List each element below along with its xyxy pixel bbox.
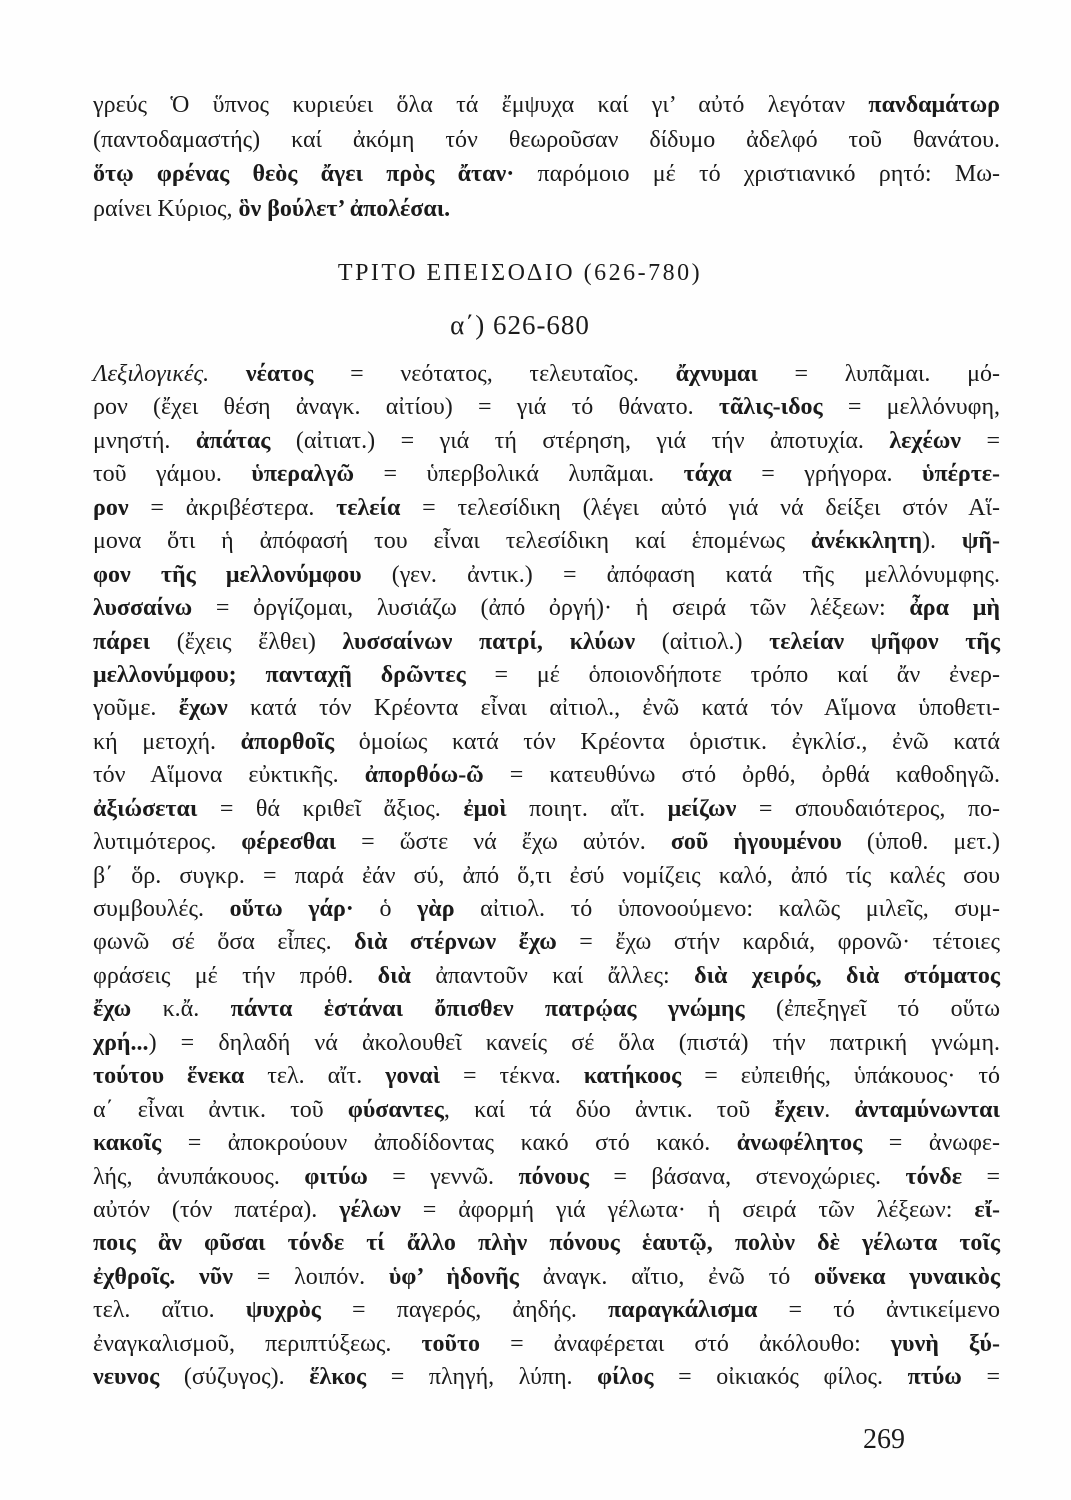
bold-term: ἔχειν xyxy=(774,1096,825,1123)
text-line xyxy=(93,759,1000,792)
text-line xyxy=(93,826,1000,859)
text-run: = ἔχω στήν καρδιά, φρονῶ· τέτοιες xyxy=(556,929,1001,956)
bold-term: γυνὴ ξύ- xyxy=(890,1330,1001,1357)
text-run: = πληγή, λύπη. xyxy=(366,1364,598,1391)
text-run: κ.ἄ. xyxy=(131,996,231,1023)
text-line xyxy=(93,1328,1000,1361)
text-line xyxy=(93,458,1000,491)
bold-term: χρή... xyxy=(93,1029,149,1056)
bold-term: γὰρ xyxy=(417,896,455,922)
bold-term: ὑφ’ ἡδονῆς xyxy=(388,1263,519,1290)
bold-term: φον τῆς μελλονύμφου xyxy=(93,561,362,588)
text-line xyxy=(93,1127,1000,1160)
text-run: . xyxy=(824,1096,855,1123)
bold-term: ἐμοὶ xyxy=(463,795,507,822)
bold-term: ὑπεραλγῶ xyxy=(251,461,355,488)
bold-term: νέατος xyxy=(245,361,314,387)
text-run: = xyxy=(961,427,1000,454)
text-run: συμβουλές. xyxy=(93,896,230,922)
text-run: τοῦ γάμου. xyxy=(93,461,252,488)
text-run: (σύζυγος). xyxy=(159,1364,310,1391)
text-line xyxy=(93,893,1000,926)
text-line xyxy=(93,659,1000,692)
italic-label: Λεξιλογικές. xyxy=(93,361,210,387)
bold-term: τελεία xyxy=(336,494,401,521)
text-run: ραίνει Κύριος, xyxy=(93,196,239,223)
text-run: = ἀφορμή γιά γέλωτα· ἡ σειρά τῶν λέξεων: xyxy=(400,1196,975,1223)
text-line xyxy=(93,157,1000,192)
bold-term: διὰ xyxy=(377,962,411,989)
bold-term: τούτου ἕνεκα xyxy=(93,1063,245,1090)
text-run: = xyxy=(962,1163,1000,1190)
text-line xyxy=(93,1161,1000,1194)
text-run: = σπουδαιότερος, πο- xyxy=(736,795,1001,822)
text-line xyxy=(93,492,1000,525)
bold-term: εἴ- xyxy=(974,1196,1000,1223)
text-run: κή μετοχή. xyxy=(93,728,241,755)
text-run: ἀναγκ. αἴτιο, ἐνῶ τό xyxy=(518,1263,815,1290)
text-line xyxy=(93,1361,1000,1394)
bold-term: ψυχρὸς xyxy=(245,1297,321,1324)
text-line xyxy=(93,1027,1000,1060)
text-run: α΄ εἶναι ἀντικ. τοῦ xyxy=(93,1096,348,1123)
bold-term: τελείαν ψῆφον τῆς xyxy=(769,628,1001,655)
text-line xyxy=(93,192,1000,227)
text-run: β΄ ὅρ. συγκρ. = παρά ἐάν σύ, ἀπό ὅ,τι ἐσύ νομίζεις καλό, ἀπό τίς καλές σου xyxy=(93,862,1000,889)
text-run: λυτιμότερος. xyxy=(93,829,242,856)
text-run: (αἰτιολ.) xyxy=(635,628,770,655)
bold-term: ψῆ- xyxy=(961,528,1000,555)
text-run: τελ. αἴτ. xyxy=(244,1063,386,1090)
text-run: ὁ xyxy=(353,896,418,922)
bold-term: ὑπέρτε- xyxy=(922,461,1001,488)
text-run: , καί τά δύο ἀντικ. τοῦ xyxy=(443,1096,775,1123)
text-line xyxy=(93,960,1000,993)
bold-term: ἔχω xyxy=(93,996,132,1023)
bold-term: τόνδε xyxy=(905,1163,962,1190)
text-line xyxy=(93,1060,1000,1093)
text-run: μονα ὅτι ἡ ἀπόφασή του εἶναι τελεσίδικη καί ἑπομένως xyxy=(93,528,811,555)
text-run: = εὐπειθής, ὑπάκουος· τό xyxy=(681,1063,1000,1090)
bold-term: ἀπορθοῖς xyxy=(240,728,335,755)
bold-term: ρον xyxy=(93,494,129,521)
text-run: = παγερός, ἀηδής. xyxy=(320,1297,609,1324)
text-run: = ὀργίζομαι, λυσιάζω (ἀπό ὀργή)· ἡ σειρά τῶν λέξεων: xyxy=(192,595,910,622)
text-line xyxy=(93,692,1000,725)
bold-term: πανδαμάτωρ xyxy=(868,92,1000,118)
bold-term: ὃν βούλετ’ ἀπολέσαι. xyxy=(238,196,451,223)
text-run: = xyxy=(961,1364,1000,1391)
bold-term: οὕνεκα γυναικὸς xyxy=(814,1263,1000,1290)
bold-term: λυσσαίνω xyxy=(93,595,193,622)
bold-term: τᾶλις-ιδος xyxy=(718,394,823,421)
bold-term: τάχα xyxy=(683,461,732,488)
text-line xyxy=(93,1194,1000,1227)
text-run: ποιητ. αἴτ. xyxy=(506,795,668,822)
bold-term: φιτύω xyxy=(304,1163,368,1190)
text-run xyxy=(209,361,246,387)
text-run: ρον (ἔχει θέση ἀναγκ. αἰτίου) = γιά τό θάνατο. xyxy=(93,394,719,421)
bold-term: διὰ στέρνων ἔχω xyxy=(354,929,557,956)
bold-term: γοναὶ xyxy=(385,1063,441,1090)
text-line xyxy=(93,860,1000,893)
bold-term: ἄχνυμαι xyxy=(675,361,758,387)
bold-term: ἀνωφέλητος xyxy=(736,1130,863,1157)
text-run: (γεν. ἀντικ.) = ἀπόφαση κατά τῆς μελλόνυμφης. xyxy=(361,561,1001,588)
bold-term: ἀπορθόω-ῶ xyxy=(364,762,484,789)
text-run: = οἰκιακός φίλος. xyxy=(653,1364,908,1391)
bold-term: σοῦ ἡγουμένου xyxy=(670,829,842,856)
text-run: γοῦμε. xyxy=(93,695,179,722)
text-line xyxy=(93,1094,1000,1127)
text-run: λής, ἀνυπάκουος. xyxy=(93,1163,305,1190)
text-run: φωνῶ σέ ὅσα εἶπες. xyxy=(93,929,355,956)
section-heading: ΤΡΙΤΟ ΕΠΕΙΣΟΔΙΟ (626-780) xyxy=(337,260,703,286)
bold-term: ἀνέκκλητη xyxy=(810,528,922,555)
text-run: = ἀκριβέστερα. xyxy=(128,494,337,521)
bold-term: ἀπάτας xyxy=(195,427,271,454)
text-run: = κατευθύνω στό ὀρθό, ὀρθά καθοδηγῶ. xyxy=(483,762,1000,789)
bold-term: ποις ἂν φῦσαι τόνδε τί ἄλλο πλὴν πόνους ἑαυτῷ, πολὺν δὲ γέλωτα τοῖς xyxy=(93,1230,1000,1257)
text-run: = τελεσίδικη (λέγει αὐτό γιά νά δείξει στόν Αἵ- xyxy=(400,494,1000,521)
page-number: 269 xyxy=(863,1424,905,1455)
text-line xyxy=(93,358,1000,391)
text-run: παρόμοιο μέ τό χριστιανικό ρητό: Μω- xyxy=(514,161,1000,188)
text-line xyxy=(93,726,1000,759)
text-run: (αἰτιατ.) = γιά τή στέρηση, γιά τήν ἀποτυχία. xyxy=(270,427,890,454)
bold-term: γέλων xyxy=(339,1196,401,1223)
bold-term: ἕλκος xyxy=(309,1364,367,1391)
text-run: (ἐπεξηγεῖ τό οὕτω xyxy=(744,996,1001,1023)
text-line xyxy=(93,425,1000,458)
bold-term: πτύω xyxy=(907,1364,962,1391)
text-run: ἐναγκαλισμοῦ, περιπτύξεως. xyxy=(93,1330,422,1357)
text-run: = λοιπόν. xyxy=(232,1263,389,1290)
text-run: = μέ ὁποιονδήποτε τρόπο καί ἄν ἐνερ- xyxy=(465,661,1000,688)
bold-term: φέρεσθαι xyxy=(241,829,337,856)
text-run: ) = δηλαδή νά ἀκολουθεῖ κανείς σέ ὅλα (πιστά) τήν πατρική γνώμη. xyxy=(148,1029,1000,1056)
bold-term: μελλονύμφου; πανταχῇ δρῶντες xyxy=(93,661,466,688)
text-line xyxy=(93,1227,1000,1260)
text-line xyxy=(93,559,1000,592)
text-run: = τέκνα. xyxy=(440,1063,584,1090)
text-run: αἰτιολ. τό ὑπονοούμενο: καλῶς μιλεῖς, συμ- xyxy=(454,896,1001,922)
text-run: γρεύς Ὁ ὕπνος κυριεύει ὅλα τά ἔμψυχα καί γι’ αὐτό λεγόταν xyxy=(93,92,869,118)
text-run: = ὥστε νά ἔχω αὐτόν. xyxy=(336,829,671,856)
text-run: αὐτόν (τόν πατέρα). xyxy=(93,1196,340,1223)
subsection-heading: α΄) 626-680 xyxy=(450,310,590,340)
intro-paragraph xyxy=(93,88,1000,227)
text-run: ἀπαντοῦν καί ἄλλες: xyxy=(410,962,695,989)
bold-term: ἀξιώσεται xyxy=(93,795,198,822)
bold-term: νευνος xyxy=(93,1364,160,1391)
text-run: = γεννῶ. xyxy=(367,1163,519,1190)
text-run: = τό ἀντικείμενο xyxy=(757,1297,1001,1324)
text-run: = νεότατος, τελευταῖος. xyxy=(313,361,676,387)
bold-term: πάρει xyxy=(93,628,151,655)
text-line xyxy=(93,793,1000,826)
bold-term: ὅτῳ φρένας θεὸς ἄγει πρὸς ἄταν· xyxy=(93,161,515,188)
text-run: = ἀποκρούουν ἀποδίδοντας κακό στό κακό. xyxy=(161,1130,737,1157)
text-run: τόν Αἵμονα εὐκτικῆς. xyxy=(93,762,365,789)
bold-term: μείζων xyxy=(667,795,737,822)
bold-term: πάντα ἑστάναι ὄπισθεν πατρῴας γνώμης xyxy=(230,996,745,1023)
bold-term: λεχέων xyxy=(889,427,962,454)
text-run: = βάσανα, στενοχώριες. xyxy=(588,1163,906,1190)
text-run: (ὑποθ. μετ.) xyxy=(841,829,1000,856)
text-run: (παντοδαμαστής) καί ἀκόμη τόν θεωροῦσαν δίδυμο ἀδελφό τοῦ θανάτου. xyxy=(93,126,1000,153)
bold-term: κακοῖς xyxy=(93,1130,162,1157)
text-run: κατά τόν Κρέοντα εἶναι αἰτιολ., ἐνῶ κατά τόν Αἵμονα ὑποθετι- xyxy=(227,695,1001,722)
bold-term: διὰ χειρός, διὰ στόματος xyxy=(694,962,1001,989)
text-run: μνηστή. xyxy=(93,427,196,454)
bold-term: πόνους xyxy=(518,1163,589,1190)
text-run: = γρήγορα. xyxy=(731,461,922,488)
text-line xyxy=(93,993,1000,1026)
bold-term: κατήκοος xyxy=(583,1063,682,1090)
text-run: = ὑπερβολικά λυπᾶμαι. xyxy=(354,461,684,488)
text-line xyxy=(93,123,1000,158)
text-line xyxy=(93,88,1000,123)
text-line xyxy=(93,592,1000,625)
text-line xyxy=(93,1294,1000,1327)
bold-term: ἆρα μὴ xyxy=(909,595,1000,622)
text-run: (ἔχεις ἔλθει) xyxy=(150,628,343,655)
text-line xyxy=(93,391,1000,424)
bold-term: ἀνταμύνωνται xyxy=(854,1096,1000,1123)
text-run: = λυπᾶμαι. μό- xyxy=(757,361,1000,387)
text-line xyxy=(93,626,1000,659)
text-run: = ἀνωφε- xyxy=(862,1130,1000,1157)
text-run: ὁμοίως κατά τόν Κρέοντα ὁριστικ. ἐγκλίσ., ἐνῶ κατά xyxy=(334,728,1001,755)
bold-term: τοῦτο xyxy=(421,1330,481,1357)
bold-term: ἔχων xyxy=(178,695,228,722)
text-run: = θά κριθεῖ ἄξιος. xyxy=(197,795,464,822)
bold-term: φίλος xyxy=(597,1364,654,1391)
bold-term: φύσαντες xyxy=(347,1096,444,1123)
bold-term: λυσσαίνων πατρί, κλύων xyxy=(342,628,636,655)
text-line xyxy=(93,525,1000,558)
text-run: φράσεις μέ τήν πρόθ. xyxy=(93,962,378,989)
bold-term: οὕτω γάρ· xyxy=(229,896,354,922)
text-run: ). xyxy=(921,528,962,555)
bold-term: παραγκάλισμα xyxy=(608,1297,758,1324)
bold-term: ἐχθροῖς. νῦν xyxy=(93,1263,233,1290)
text-run: = μελλόνυφη, xyxy=(822,394,1001,421)
glossary-paragraph xyxy=(93,358,1000,1395)
text-run: = ἀναφέρεται στό ἀκόλουθο: xyxy=(480,1330,891,1357)
text-line xyxy=(93,1261,1000,1294)
text-line xyxy=(93,926,1000,959)
text-run: τελ. αἴτιο. xyxy=(93,1297,246,1324)
